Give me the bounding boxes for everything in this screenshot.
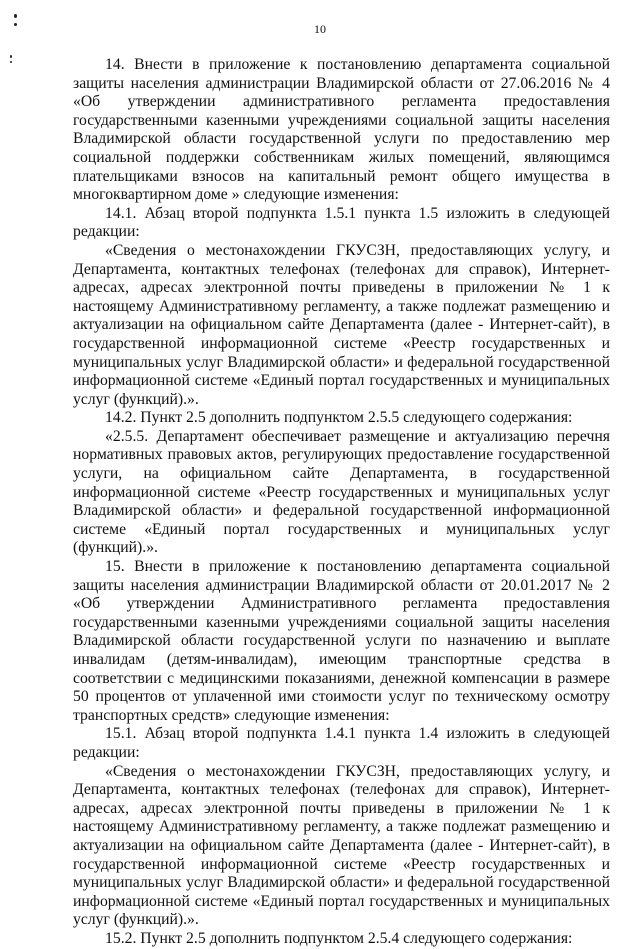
paragraph-15-1-quote: «Сведения о местонахождении ГКУСЗН, предоставляющих услугу, и Департамента, контактных телефонах (телефонах для справок), Интернет-адресах, адресах электронной почты приведены в приложении № 1 к настоящему Административному регламенту, а также подлежат размещению и актуализации на официальном сайте Департамента (далее - Интернет-сайт), в государственной информационной системе «Реестр государственных и муниципальных услуг Владимирской области» и федеральной государственной информационной системе «Единый портал государственных и муниципальных услуг (функций).». bbox=[73, 762, 610, 929]
document-body bbox=[73, 56, 610, 949]
scan-artifact-dot bbox=[10, 55, 12, 58]
paragraph-14-2: 14.2. Пункт 2.5 дополнить подпунктом 2.5.5 следующего содержания: bbox=[105, 409, 573, 427]
paragraph-14: 14. Внести в приложение к постановлению департамента социальной защиты населения администрации Владимирской области от 27.06.2016 № 4 «Об утверждении административного регламента предоставления государственными казенными учреждениями социальной защиты населения Владимирской области государственной услуги по предоставлению мер социальной поддержки собственникам жилых помещений, являющимся плательщиками взносов на капитальный ремонт общего имущества в многоквартирном доме » следующие изменения: bbox=[73, 56, 610, 204]
paragraph-14-2-quote: «2.5.5. Департамент обеспечивает размещение и актуализацию перечня нормативных правовых актов, регулирующих предоставление государственной услуги, на официальном сайте Департамента, в государственной информационной системе «Реестр государственных и муниципальных услуг Владимирской области» и федеральной государственной информационной системе «Единый портал государственных и муниципальных услуг (функций).». bbox=[73, 427, 610, 557]
scan-artifact-dot bbox=[10, 61, 12, 63]
page-number: 10 bbox=[314, 22, 326, 36]
paragraph-15: 15. Внести в приложение к постановлению департамента социальной защиты населения администрации Владимирской области от 20.01.2017 № 2 «Об утверждении Административного регламента предоставления государственными казенными учреждениями социальной защиты населения Владимирской области государственной услуги по назначению и выплате инвалидам (детям-инвалидам), имеющим транспортные средства в соответствии с медицинскими показаниями, денежной компенсации в размере 50 процентов от уплаченной ими стоимости услуг по техническому осмотру транспортных средств» следующие изменения: bbox=[73, 558, 610, 724]
paragraph-15-2: 15.2. Пункт 2.5 дополнить подпунктом 2.5.4 следующего содержания: bbox=[105, 929, 573, 947]
paragraph-15-1: 15.1. Абзац второй подпункта 1.4.1 пункта 1.4 изложить в следующей редакции: bbox=[73, 725, 610, 761]
paragraph-14-1-quote: «Сведения о местонахождении ГКУСЗН, предоставляющих услугу, и Департамента, контактных телефонах (телефонах для справок), Интернет-адресах, адресах электронной почты приведены в приложении № 1 к настоящему Административному регламенту, а также подлежат размещению и актуализации на официальном сайте Департамента (далее - Интернет-сайт), в государственной информационной системе «Реестр государственных и муниципальных услуг Владимирской области» и федеральной государственной информационной системе «Единый портал государственных и муниципальных услуг (функций).». bbox=[73, 241, 610, 408]
paragraph-14-1: 14.1. Абзац второй подпункта 1.5.1 пункта 1.5 изложить в следующей редакции: bbox=[73, 204, 610, 241]
scan-artifact-dot bbox=[14, 14, 17, 18]
